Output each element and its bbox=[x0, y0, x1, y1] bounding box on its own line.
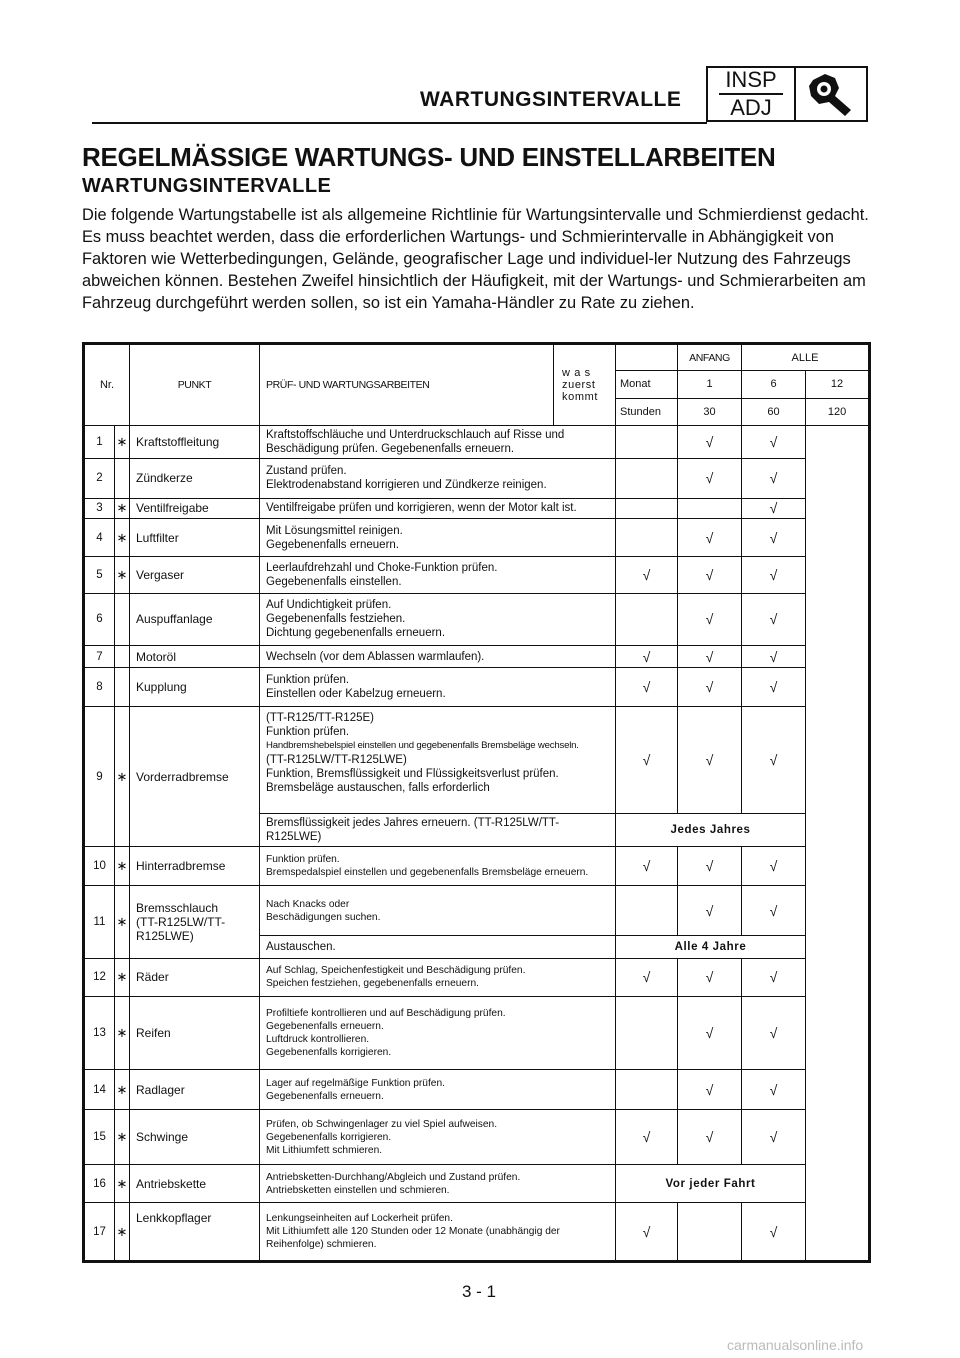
check-mark: √ bbox=[742, 459, 806, 498]
check-mark: √ bbox=[678, 593, 742, 646]
check-mark: √ bbox=[678, 1110, 742, 1165]
row-number: 2 bbox=[84, 459, 115, 498]
interval-text: Vor jeder Fahrt bbox=[616, 1164, 806, 1202]
check-mark: √ bbox=[742, 557, 806, 593]
item-name: Radlager bbox=[130, 1069, 260, 1109]
row-number: 10 bbox=[84, 847, 115, 885]
section-badge bbox=[706, 66, 868, 122]
item-action: Zustand prüfen. Elektrodenabstand korrigieren und Zündkerze reinigen. bbox=[260, 459, 616, 498]
star-empty bbox=[115, 668, 130, 706]
check-empty bbox=[616, 518, 678, 556]
check-mark: √ bbox=[742, 958, 806, 996]
item-action: Lager auf regelmäßige Funktion prüfen. Gegebenenfalls erneuern. bbox=[260, 1069, 616, 1109]
item-action: Auf Undichtigkeit prüfen. Gegebenenfalls festziehen. Dichtung gegebenenfalls erneuern. bbox=[260, 593, 616, 646]
check-mark: √ bbox=[616, 668, 678, 706]
check-mark: √ bbox=[616, 646, 678, 668]
row-number: 8 bbox=[84, 668, 115, 706]
row-number: 14 bbox=[84, 1069, 115, 1109]
star-empty bbox=[115, 459, 130, 498]
table-row bbox=[84, 958, 870, 996]
star-marker: ∗ bbox=[115, 958, 130, 996]
check-empty bbox=[616, 593, 678, 646]
star-empty bbox=[115, 593, 130, 646]
check-mark: √ bbox=[678, 958, 742, 996]
star-marker: ∗ bbox=[115, 847, 130, 885]
header-stunden: Stunden bbox=[616, 398, 678, 425]
item-name: Kupplung bbox=[130, 668, 260, 706]
check-mark: √ bbox=[742, 885, 806, 936]
check-empty bbox=[616, 425, 678, 458]
row-number: 12 bbox=[84, 958, 115, 996]
star-marker: ∗ bbox=[115, 1110, 130, 1165]
item-name: Vergaser bbox=[130, 557, 260, 593]
check-mark: √ bbox=[678, 518, 742, 556]
action-part-c: (TT-R125LW/TT-R125LWE) Funktion, Bremsflüssigkeit und Flüssigkeitsverlust prüfen. Bremsbeläge austauschen, falls erforderlich bbox=[266, 753, 559, 794]
monat-12: 12 bbox=[806, 371, 870, 398]
item-name: Vorderradbremse bbox=[130, 706, 260, 847]
watermark: carmanualsonline.info bbox=[727, 1337, 864, 1353]
item-name: Hinterradbremse bbox=[130, 847, 260, 885]
check-empty bbox=[616, 498, 678, 518]
main-heading: REGELMÄSSIGE WARTUNGS- UND EINSTELLARBEITEN bbox=[82, 142, 776, 172]
check-mark: √ bbox=[616, 706, 678, 813]
row-number: 5 bbox=[84, 557, 115, 593]
check-mark: √ bbox=[678, 885, 742, 936]
stunden-120: 120 bbox=[806, 398, 870, 425]
header-arbeiten: PRÜF- UND WARTUNGSARBEITEN bbox=[260, 344, 554, 426]
action-part-b: Handbremshebelspiel einstellen und gegebenenfalls Bremsbeläge wechseln. bbox=[266, 739, 579, 751]
item-action: Lenkungseinheiten auf Lockerheit prüfen. Mit Lithiumfett alle 120 Stunden oder 12 Monate (unabhängig der Reihenfolge) schmieren. bbox=[260, 1203, 616, 1262]
check-mark: √ bbox=[742, 518, 806, 556]
star-marker: ∗ bbox=[115, 1203, 130, 1262]
check-mark: √ bbox=[742, 498, 806, 518]
item-action: Leerlaufdrehzahl und Choke-Funktion prüfen. Gegebenenfalls einstellen. bbox=[260, 557, 616, 593]
item-name: Kraftstoffleitung bbox=[130, 425, 260, 458]
check-mark: √ bbox=[616, 557, 678, 593]
badge-insp: INSP bbox=[725, 67, 777, 92]
check-mark: √ bbox=[742, 425, 806, 458]
check-mark: √ bbox=[678, 425, 742, 458]
check-mark: √ bbox=[742, 593, 806, 646]
wrench-icon bbox=[796, 68, 866, 120]
item-action: Funktion prüfen. Bremspedalspiel einstellen und gegebenenfalls Bremsbeläge erneuern. bbox=[260, 847, 616, 885]
star-marker: ∗ bbox=[115, 498, 130, 518]
check-mark: √ bbox=[616, 847, 678, 885]
intro-paragraph: Die folgende Wartungstabelle ist als allgemeine Richtlinie für Wartungsintervalle und Schmierdienst gedacht. Es muss beachtet werden, dass die erforderlichen Wartungs- und Schmierintervalle in Abhängigkeit von Faktoren wie Wetterbedingungen, Gelände, geografischer Lage und individuel-ler Nutzung des Fahrzeugs abweichen können. Bestehen Zweifel hinsichtlich der Häufigkeit, mit der Wartungs- und Schmierarbeiten am Fahrzeug durchgeführt werden sollen, so ist ein Yamaha-Händler zu Rate zu ziehen. bbox=[82, 206, 869, 312]
table-row bbox=[84, 1203, 870, 1262]
star-marker: ∗ bbox=[115, 518, 130, 556]
star-marker: ∗ bbox=[115, 1069, 130, 1109]
item-name: Luftfilter bbox=[130, 518, 260, 556]
action-part-a: (TT-R125/TT-R125E) Funktion prüfen. bbox=[266, 711, 374, 738]
check-mark: √ bbox=[742, 706, 806, 813]
table-row bbox=[84, 459, 870, 498]
table-row bbox=[84, 847, 870, 885]
sub-heading: WARTUNGSINTERVALLE bbox=[82, 175, 332, 197]
star-marker: ∗ bbox=[115, 557, 130, 593]
item-action: Prüfen, ob Schwingenlager zu viel Spiel aufweisen. Gegebenenfalls korrigieren. Mit Lithiumfett schmieren. bbox=[260, 1110, 616, 1165]
item-action: Auf Schlag, Speichenfestigkeit und Beschädigung prüfen. Speichen festziehen, gegebenenfalls erneuern. bbox=[260, 958, 616, 996]
table-row bbox=[84, 668, 870, 706]
table-row bbox=[84, 885, 870, 936]
check-mark: √ bbox=[616, 1203, 678, 1262]
badge-adj: ADJ bbox=[730, 95, 772, 120]
check-mark: √ bbox=[678, 1069, 742, 1109]
table-row bbox=[84, 557, 870, 593]
check-mark: √ bbox=[616, 958, 678, 996]
item-action-2: Austauschen. bbox=[260, 936, 616, 958]
check-mark: √ bbox=[742, 1203, 806, 1262]
stunden-anfang: 30 bbox=[678, 398, 742, 425]
table-row bbox=[84, 646, 870, 668]
badge-text bbox=[708, 68, 796, 120]
table-row bbox=[84, 593, 870, 646]
maintenance-grid bbox=[82, 342, 868, 1263]
maintenance-table-main bbox=[82, 342, 871, 1263]
star-empty bbox=[115, 646, 130, 668]
header-monat: Monat bbox=[616, 371, 678, 398]
star-marker: ∗ bbox=[115, 885, 130, 958]
item-action: Nach Knacks oder Beschädigungen suchen. bbox=[260, 885, 616, 936]
monat-6: 6 bbox=[742, 371, 806, 398]
header-nr: Nr. bbox=[84, 344, 130, 426]
star-marker: ∗ bbox=[115, 997, 130, 1070]
table-row bbox=[84, 1069, 870, 1109]
check-mark: √ bbox=[678, 646, 742, 668]
check-empty bbox=[616, 459, 678, 498]
check-mark: √ bbox=[678, 668, 742, 706]
row-number: 15 bbox=[84, 1110, 115, 1165]
row-number: 3 bbox=[84, 498, 115, 518]
check-mark: √ bbox=[742, 1069, 806, 1109]
check-mark: √ bbox=[678, 459, 742, 498]
item-name: Reifen bbox=[130, 997, 260, 1070]
table-row bbox=[84, 706, 870, 813]
check-empty bbox=[678, 498, 742, 518]
interval-text: Alle 4 Jahre bbox=[616, 936, 806, 958]
row-number: 11 bbox=[84, 885, 115, 958]
section-title: WARTUNGSINTERVALLE bbox=[420, 88, 682, 111]
item-action-2: Bremsflüssigkeit jedes Jahres erneuern. (TT-R125LW/TT-R125LWE) bbox=[260, 814, 616, 847]
check-mark: √ bbox=[742, 646, 806, 668]
star-marker: ∗ bbox=[115, 706, 130, 847]
table-row bbox=[84, 425, 870, 458]
item-name: Lenkkopflager bbox=[130, 1203, 260, 1262]
item-action: Wechseln (vor dem Ablassen warmlaufen). bbox=[260, 646, 616, 668]
check-empty bbox=[678, 1203, 742, 1262]
check-mark: √ bbox=[678, 997, 742, 1070]
item-action bbox=[260, 706, 616, 813]
star-marker: ∗ bbox=[115, 1164, 130, 1202]
item-action: Ventilfreigabe prüfen und korrigieren, wenn der Motor kalt ist. bbox=[260, 498, 616, 518]
item-name: Motoröl bbox=[130, 646, 260, 668]
row-number: 13 bbox=[84, 997, 115, 1070]
page-number: 3 - 1 bbox=[462, 1282, 497, 1301]
item-action: Kraftstoffschläuche und Unterdruckschlauch auf Risse und Beschädigung prüfen. Gegebenenfalls erneuern. bbox=[260, 425, 616, 458]
row-number: 9 bbox=[84, 706, 115, 847]
row-number: 4 bbox=[84, 518, 115, 556]
header-was-zuerst: w a s zuerst kommt bbox=[554, 344, 616, 426]
row-number: 6 bbox=[84, 593, 115, 646]
table-row bbox=[84, 518, 870, 556]
item-name: Auspuffanlage bbox=[130, 593, 260, 646]
star-marker: ∗ bbox=[115, 425, 130, 458]
table-row bbox=[84, 1164, 870, 1202]
header-alle: ALLE bbox=[742, 344, 870, 371]
check-empty bbox=[616, 997, 678, 1070]
check-mark: √ bbox=[742, 997, 806, 1070]
item-action: Antriebsketten-Durchhang/Abgleich und Zustand prüfen. Antriebsketten einstellen und schmieren. bbox=[260, 1164, 616, 1202]
check-mark: √ bbox=[678, 557, 742, 593]
item-name: Räder bbox=[130, 958, 260, 996]
header-anfang: ANFANG bbox=[678, 344, 742, 371]
item-name: Zündkerze bbox=[130, 459, 260, 498]
check-mark: √ bbox=[742, 1110, 806, 1165]
check-mark: √ bbox=[678, 847, 742, 885]
item-name: Antriebskette bbox=[130, 1164, 260, 1202]
check-mark: √ bbox=[742, 847, 806, 885]
item-action: Profiltiefe kontrollieren und auf Beschädigung prüfen. Gegebenenfalls erneuern. Luftdruck kontrollieren. Gegebenenfalls korrigieren. bbox=[260, 997, 616, 1070]
row-number: 16 bbox=[84, 1164, 115, 1202]
check-mark: √ bbox=[616, 1110, 678, 1165]
table-row bbox=[84, 498, 870, 518]
interval-text: Jedes Jahres bbox=[616, 814, 806, 847]
check-mark: √ bbox=[678, 706, 742, 813]
check-empty bbox=[616, 1069, 678, 1109]
table-row bbox=[84, 997, 870, 1070]
row-number: 1 bbox=[84, 425, 115, 458]
row-number: 17 bbox=[84, 1203, 115, 1262]
header-punkt: PUNKT bbox=[130, 344, 260, 426]
monat-anfang: 1 bbox=[678, 371, 742, 398]
stunden-60: 60 bbox=[742, 398, 806, 425]
row-number: 7 bbox=[84, 646, 115, 668]
item-name: Bremsschlauch (TT-R125LW/TT- R125LWE) bbox=[130, 885, 260, 958]
item-name: Ventilfreigabe bbox=[130, 498, 260, 518]
item-name: Schwinge bbox=[130, 1110, 260, 1165]
table-row bbox=[84, 1110, 870, 1165]
check-mark: √ bbox=[742, 668, 806, 706]
check-empty bbox=[616, 885, 678, 936]
item-action: Mit Lösungsmittel reinigen. Gegebenenfalls erneuern. bbox=[260, 518, 616, 556]
header-rule bbox=[92, 122, 707, 124]
item-action: Funktion prüfen. Einstellen oder Kabelzug erneuern. bbox=[260, 668, 616, 706]
